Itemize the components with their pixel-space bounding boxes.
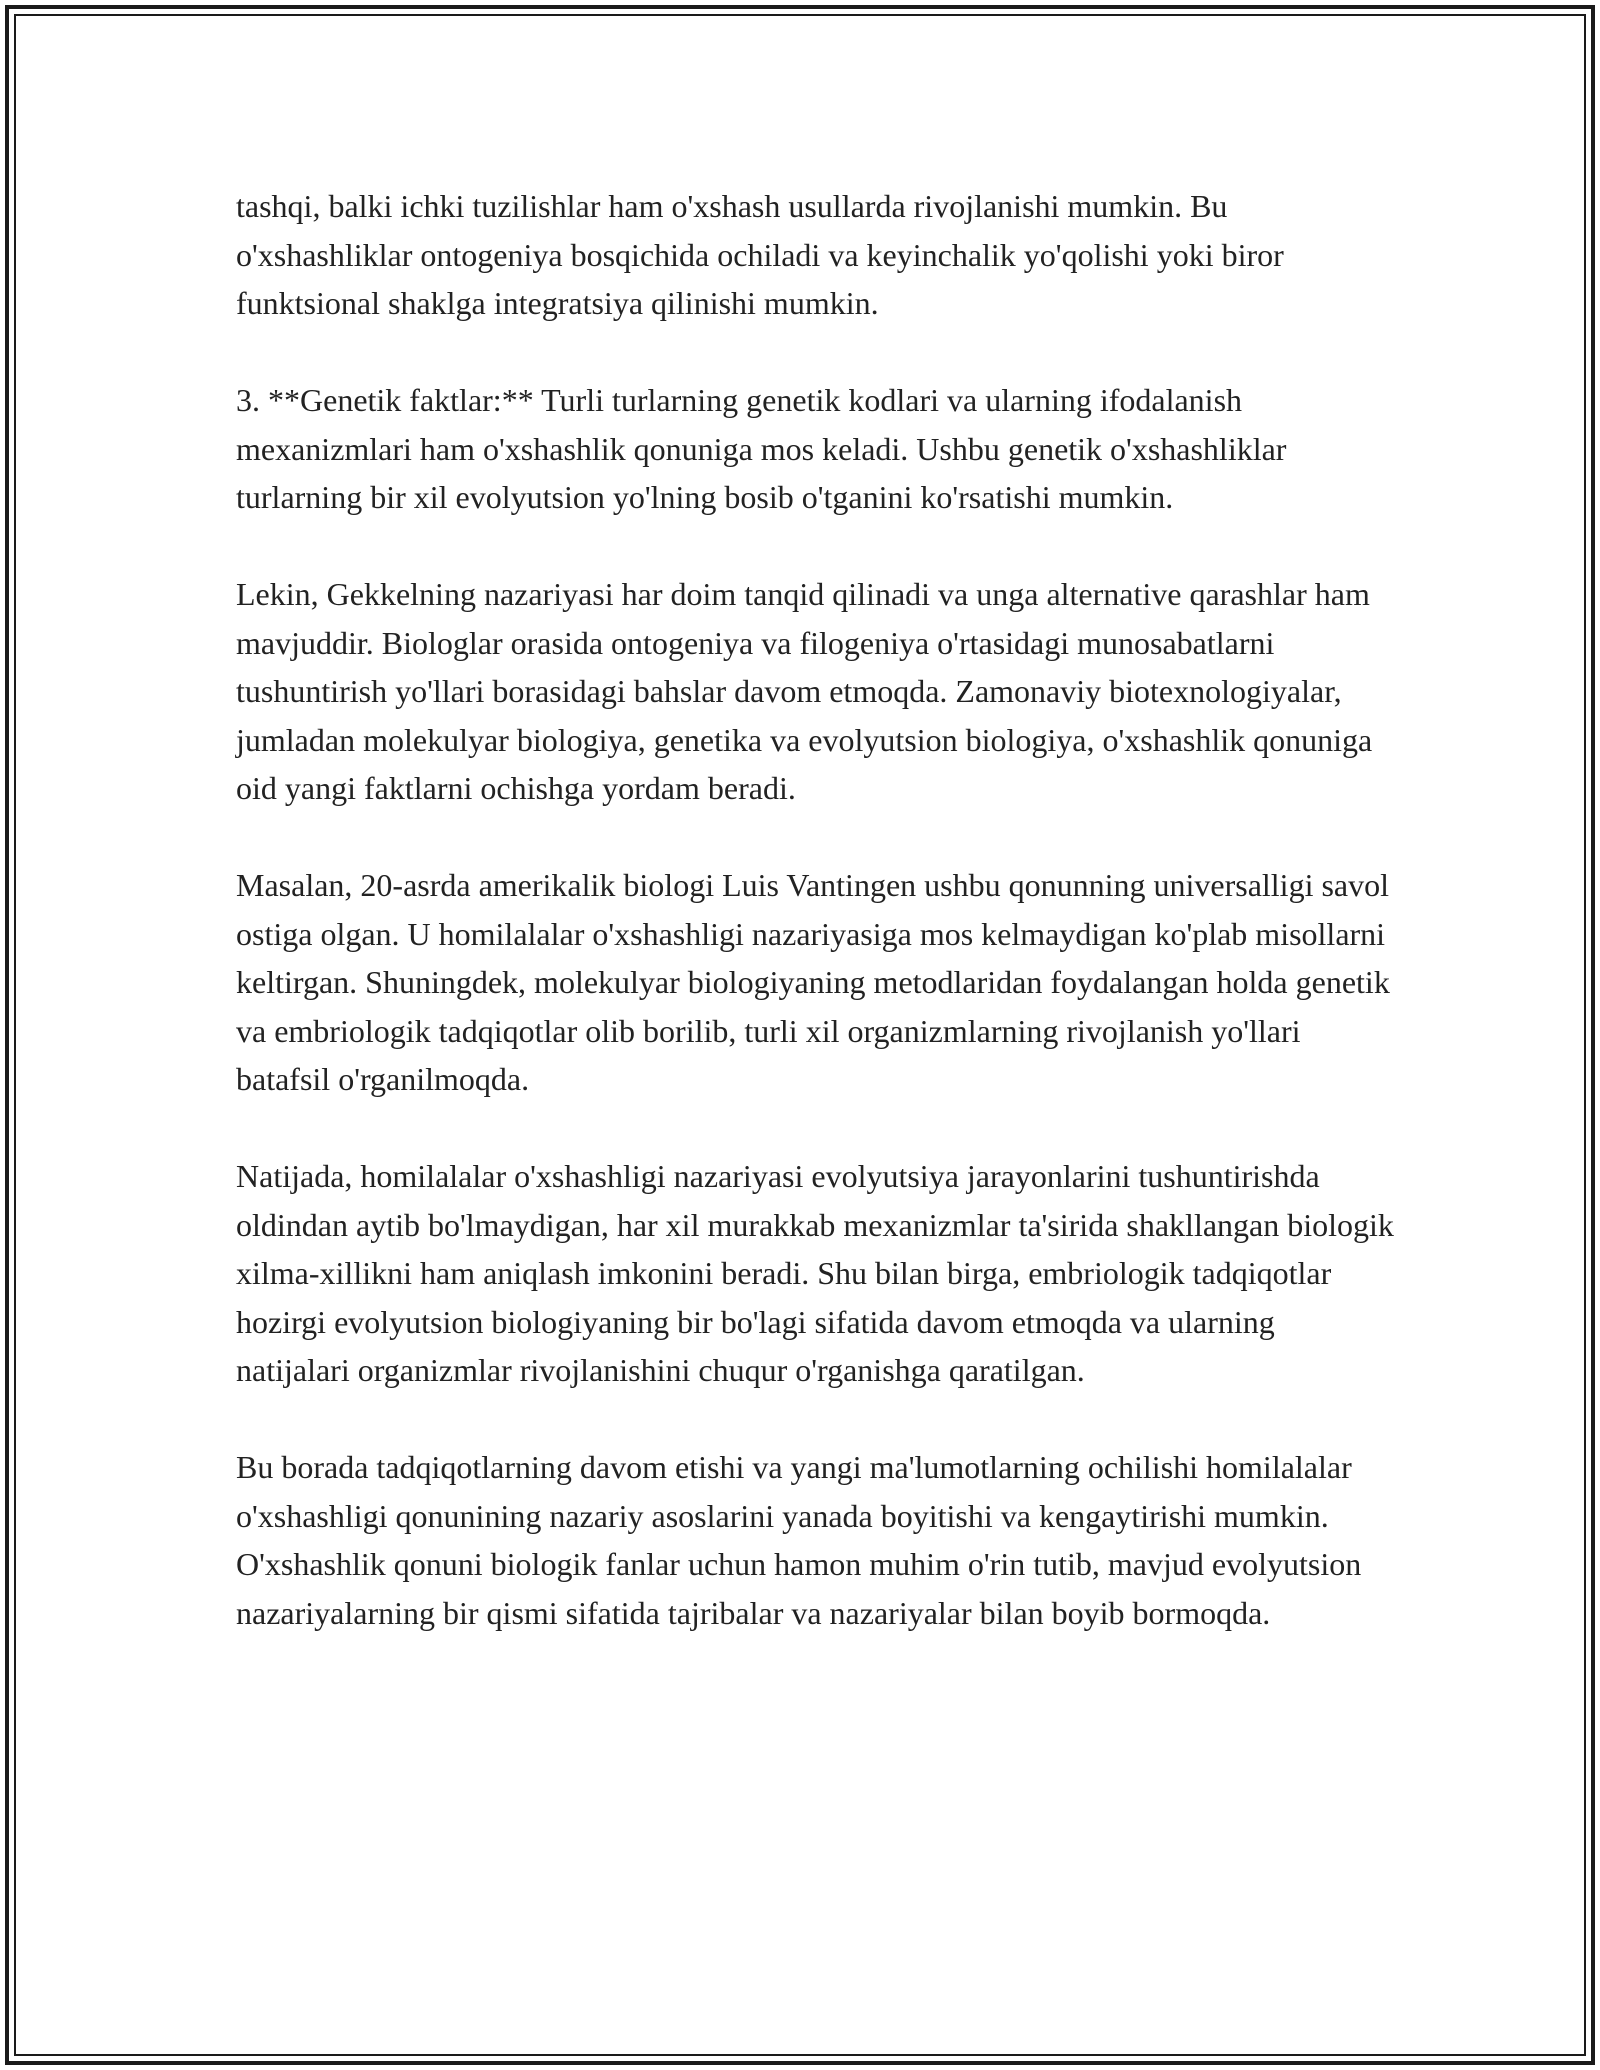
paragraph-criticism: Lekin, Gekkelning nazariyasi har doim tanqid qilinadi va unga alternative qarashlar ham mavjuddir. Biologlar orasida ontogeniya va filogeniya o'rtasidagi munosabatlarni tushuntirish yo'llari borasidagi bahslar davom etmoqda. Zamonaviy biotexnologiyalar, jumladan molekulyar biologiya, genetika va evolyutsion biologiya, o'xshashlik qonuniga oid yangi faktlarni ochishga yordam beradi.	[236, 576, 1373, 806]
document-body	[236, 182, 1396, 1637]
paragraph-outlook: Bu borada tadqiqotlarning davom etishi va yangi ma'lumotlarning ochilishi homilalalar o'xshashligi qonunining nazariy asoslarini yanada boyitishi va kengaytirishi mumkin. O'xshashlik qonuni biologik fanlar uchun hamon muhim o'rin tutib, mavjud evolyutsion nazariyalarning bir qismi sifatida tajribalar va nazariyalar bilan boyib bormoqda.	[236, 1449, 1362, 1631]
paragraph-example: Masalan, 20-asrda amerikalik biologi Luis Vantingen ushbu qonunning universalligi savol ostiga olgan. U homilalalar o'xshashligi nazariyasiga mos kelmaydigan ko'plab misollarni keltirgan. Shuningdek, molekulyar biologiyaning metodlaridan foydalangan holda genetik va embriologik tadqiqotlar olib borilib, turli xil organizmlarning rivojlanish yo'llari batafsil o'rganilmoqda.	[236, 867, 1390, 1097]
paragraph-genetic-facts: 3. **Genetik faktlar:** Turli turlarning genetik kodlari va ularning ifodalanish mexanizmlari ham o'xshashlik qonuniga mos keladi. Ushbu genetik o'xshashliklar turlarning bir xil evolyutsion yo'lning bosib o'tganini ko'rsatishi mumkin.	[236, 382, 1287, 515]
paragraph-continuation: tashqi, balki ichki tuzilishlar ham o'xshash usullarda rivojlanishi mumkin. Bu o'xshashliklar ontogeniya bosqichida ochiladi va keyinchalik yo'qolishi yoki biror funktsional shaklga integratsiya qilinishi mumkin.	[236, 188, 1284, 321]
paragraph-conclusion: Natijada, homilalalar o'xshashligi nazariyasi evolyutsiya jarayonlarini tushuntirishda oldindan aytib bo'lmaydigan, har xil murakkab mexanizmlar ta'sirida shakllangan biologik xilma-xillikni ham aniqlash imkonini beradi. Shu bilan birga, embriologik tadqiqotlar hozirgi evolyutsion biologiyaning bir bo'lagi sifatida davom etmoqda va ularning natijalari organizmlar rivojlanishini chuqur o'rganishga qaratilgan.	[236, 1158, 1394, 1388]
